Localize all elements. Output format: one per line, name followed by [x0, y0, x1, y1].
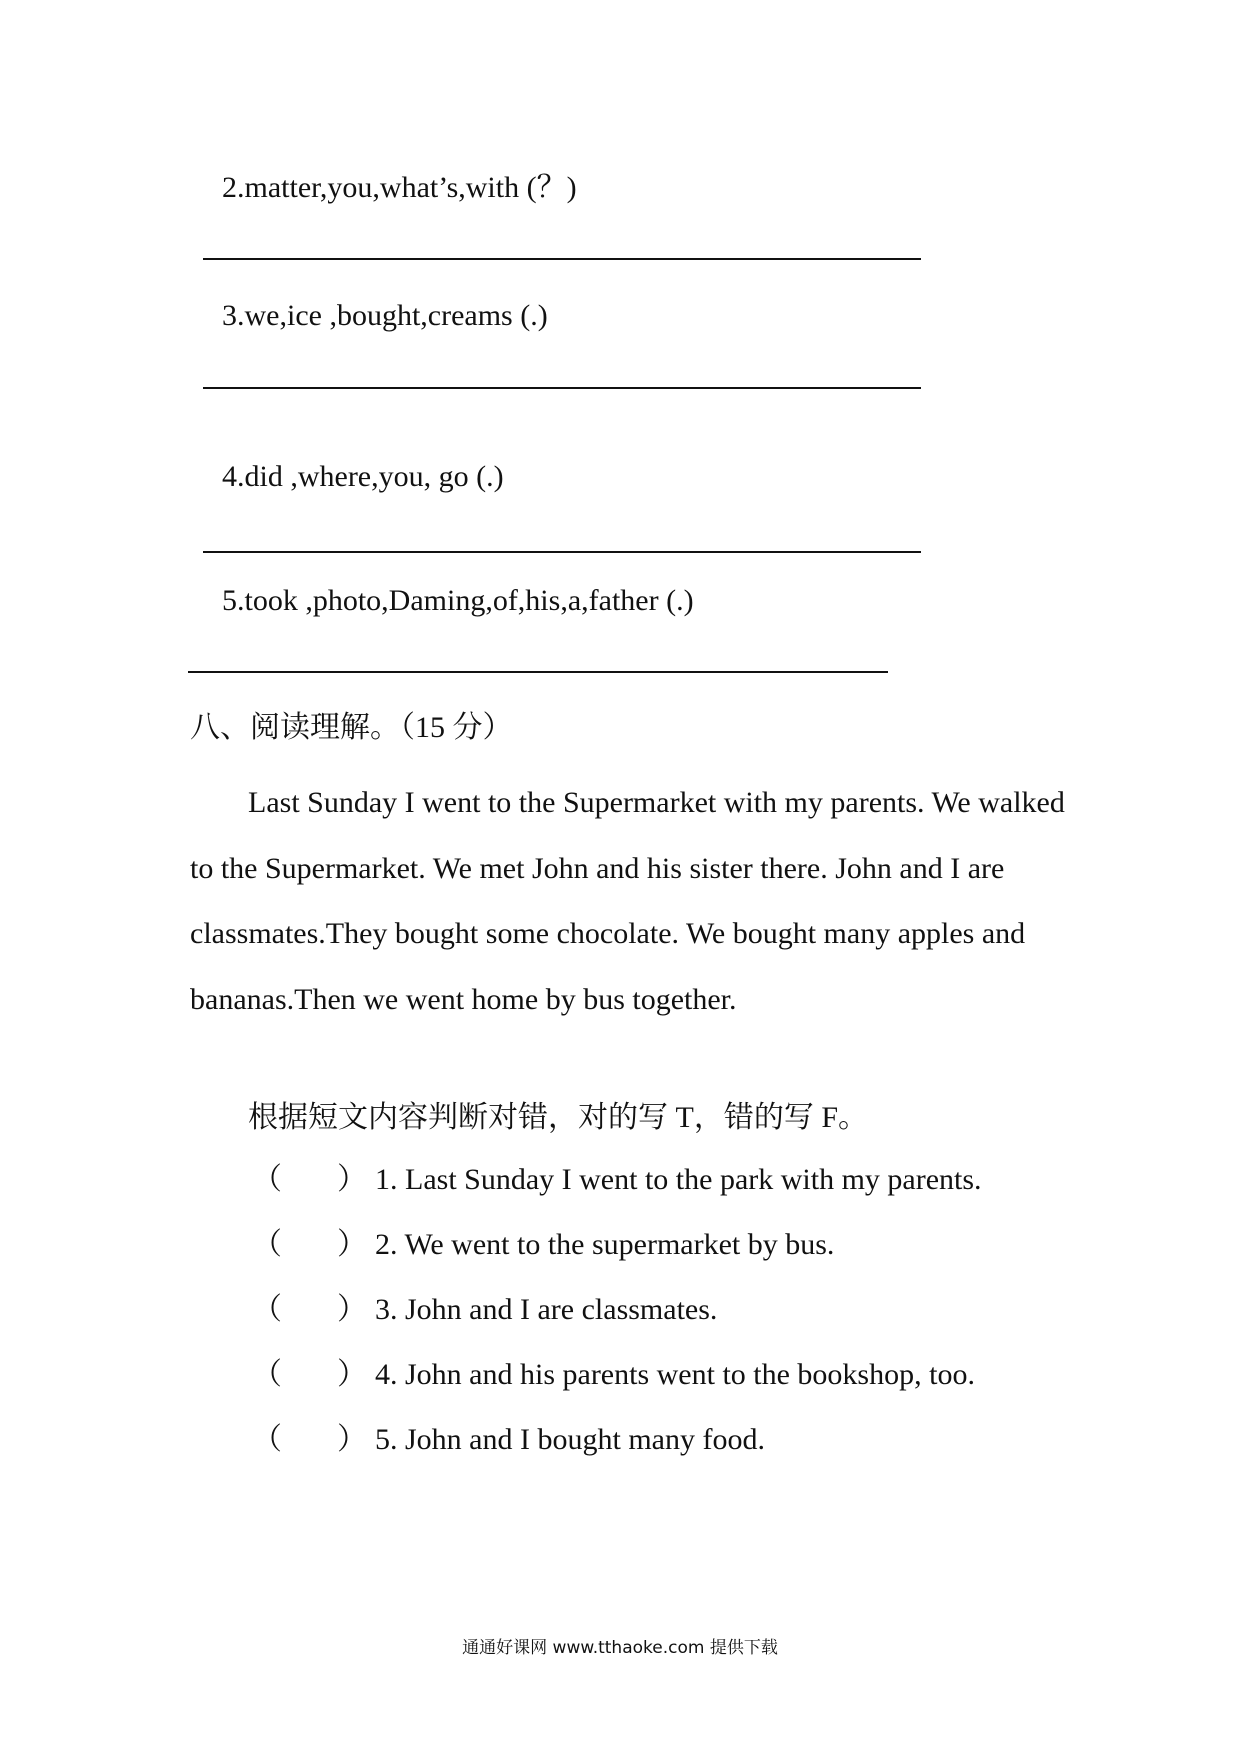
page-footer: 通通好课网 www.tthaoke.com 提供下载 [462, 1638, 778, 1658]
true-false-item-2 [252, 1225, 834, 1265]
true-false-item-text: 2. We went to the supermarket by bus. [375, 1228, 835, 1261]
reading-instruction: 根据短文内容判断对错，对的写 T，错的写 F。 [248, 1101, 869, 1134]
question-3-answer-line [203, 387, 921, 389]
answer-paren-open: （ [252, 1228, 282, 1261]
reading-passage: Last Sunday I went to the Supermarket with my parents. We walked to the Supermarket. We met John and his sister there. John and I are classmates.They bought some chocolate. We bought many apples and bananas.Then we went home by bus together. [190, 786, 1065, 1016]
answer-paren-open: （ [252, 1163, 282, 1196]
true-false-item-text: 1. Last Sunday I went to the park with my parents. [375, 1163, 982, 1196]
question-4-text: 4.did ,where,you, go (.) [222, 460, 504, 493]
answer-paren-close: ） [337, 1423, 367, 1456]
question-3-text: 3.we,ice ,bought,creams (.) [222, 299, 548, 332]
question-5-answer-line [188, 671, 888, 673]
question-2-answer-line [203, 258, 921, 260]
true-false-item-text: 3. John and I are classmates. [375, 1293, 718, 1326]
true-false-item-4 [252, 1355, 975, 1395]
reading-section-title: 八、阅读理解。（15 分） [190, 711, 513, 744]
answer-paren-close: ） [337, 1163, 367, 1196]
true-false-item-text: 4. John and his parents went to the bookshop, too. [375, 1358, 975, 1391]
true-false-item-5 [252, 1420, 765, 1460]
true-false-item-text: 5. John and I bought many food. [375, 1423, 765, 1456]
true-false-item-3 [252, 1290, 717, 1330]
question-2-text: 2.matter,you,what’s,with (？) [222, 171, 577, 204]
question-4-answer-line [203, 551, 921, 553]
true-false-item-1 [252, 1160, 982, 1200]
answer-paren-close: ） [337, 1228, 367, 1261]
answer-paren-open: （ [252, 1358, 282, 1391]
answer-paren-close: ） [337, 1293, 367, 1326]
answer-paren-open: （ [252, 1423, 282, 1456]
answer-paren-open: （ [252, 1293, 282, 1326]
question-5-text: 5.took ,photo,Daming,of,his,a,father (.) [222, 584, 694, 617]
answer-paren-close: ） [337, 1358, 367, 1391]
